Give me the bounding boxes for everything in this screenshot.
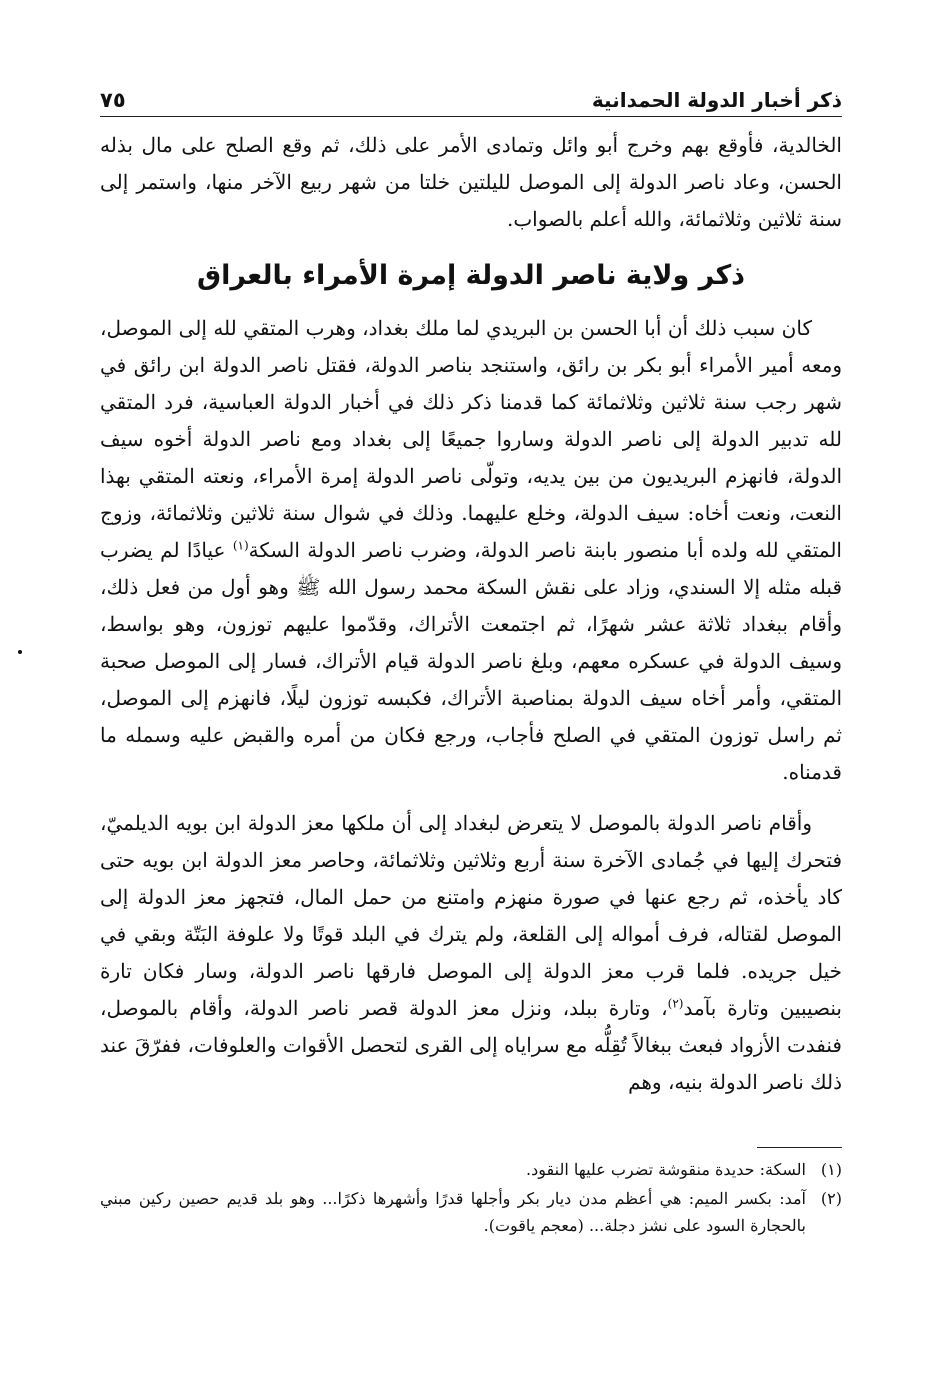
section-paragraph-1-part-a: كان سبب ذلك أن أبا الحسن بن البريدي لما ملك بغداد، وهرب المتقي لله إلى الموصل، ومعه أمير الأمراء أبو بكر بن رائق، واستنجد بناصر الدولة، فقتل ناصر الدولة ابن رائق في شهر رجب سنة ثلاثين وثلاثمائة كما قدمنا ذكر ذلك في أخبار الدولة العباسية، فرد المتقي لله تدبير الدولة إلى ناصر الدولة وساروا جميعًا إلى بغداد ومع ناصر الدولة أخوه سيف الدولة، فانهزم البريديون من بين يديه، وتولّى ناصر الدولة إمرة الأمراء، ونعته المتقي بهذا النعت، ونعت أخاه: سيف الدولة، وخلع عليهما. وذلك في شوال سنة ثلاثين وثلاثمائة، وزوج المتقي لله ولده أبا منصور بابنة ناصر الدولة، وضرب ناصر الدولة السكة (100, 316, 842, 562)
section-paragraph-2 (100, 805, 842, 1101)
margin-mark (18, 650, 22, 654)
section-paragraph-1-part-b: عيادًا لم يضرب قبله مثله إلا السندي، وزاد على نقش السكة محمد رسول الله ﷺ وهو أول من فعل ذلك، وأقام ببغداد ثلاثة عشر شهرًا، ثم اجتمعت الأتراك، وقدّموا عليهم توزون، وهو بواسط، وسيف الدولة في عسكره معهم، وبلغ ناصر الدولة قيام الأتراك، فسار إلى الموصل صحبة المتقي، وأمر أخاه سيف الدولة بمناصبة الأتراك، فكبسه توزون ليلًا، فانهزم إلى الموصل، ثم راسل توزون المتقي في الصلح فأجاب، ورجع فكان من أمره والقبض عليه وسمله ما قدمناه. (100, 538, 842, 784)
footnote-ref-1: (١) (232, 538, 249, 553)
footnote-2 (100, 1185, 842, 1239)
section-heading: ذكر ولاية ناصر الدولة إمرة الأمراء بالعراق (196, 260, 746, 291)
section-paragraph-2-part-a: وأقام ناصر الدولة بالموصل لا يتعرض لبغداد إلى أن ملكها معز الدولة ابن بويه الديلميّ، فتحرك إليها في جُمادى الآخرة سنة أربع وثلاثين وثلاثمائة، وحاصر معز الدولة ابن بويه حتى كاد يأخذه، ثم رجع عنها في صورة منهزم وامتنع من حمل المال، فتجهز معز الدولة إلى الموصل لقتاله، فرف أمواله إلى القلعة، ولم يترك في البلد قوتًا ولا علوفة البَتّة وبقي في خيل جريده. فلما قرب معز الدولة إلى الموصل فارقها ناصر الدولة، وسار فكان تارة بنصيبين وتارة بآمد (100, 811, 842, 1020)
section-paragraph-1 (100, 310, 842, 791)
running-header (100, 78, 842, 117)
section-paragraph-2-part-b: ، وتارة ببلد، ونزل معز الدولة قصر ناصر الدولة، وأقام بالموصل، فنفدت الأزواد فبعث ببغالاً تُقِلُّه مع سراياه إلى القرى لتحصل الأقوات والعلوفات، ففرّقَ عند ذلك ناصر الدولة بنيه، وهم (100, 996, 842, 1094)
footnotes (100, 1156, 842, 1239)
footnote-text: آمد: بكسر الميم: هي أعظم مدن ديار بكر وأجلها قدرًا وأشهرها ذكرًا... وهو بلد قديم حصين ركين مبني بالحجارة السود على نشز دجلة... (معجم ياقوت). (100, 1189, 806, 1235)
running-header-title: ذكر أخبار الدولة الحمدانية (591, 88, 842, 112)
book-page (100, 78, 842, 1241)
footnote-ref-2: (٢) (667, 996, 684, 1011)
page-number: ٧٥ (100, 88, 126, 112)
footnote-text: السكة: حديدة منقوشة تضرب عليها النقود. (526, 1160, 806, 1179)
footnote-number: (٢) (820, 1189, 842, 1208)
footnote-1 (100, 1156, 842, 1183)
body-text (100, 127, 842, 1101)
footnote-number: (١) (820, 1160, 842, 1179)
footnote-divider (757, 1147, 842, 1148)
intro-paragraph: الخالدية، فأوقع بهم وخرج أبو وائل وتمادى الأمر على ذلك، ثم وقع الصلح على مال بذله الحسن، وعاد ناصر الدولة إلى الموصل لليلتين خلتا من شهر ربيع الآخر منها، واستمر إلى سنة ثلاثين وثلاثمائة، والله أعلم بالصواب. (100, 133, 842, 231)
